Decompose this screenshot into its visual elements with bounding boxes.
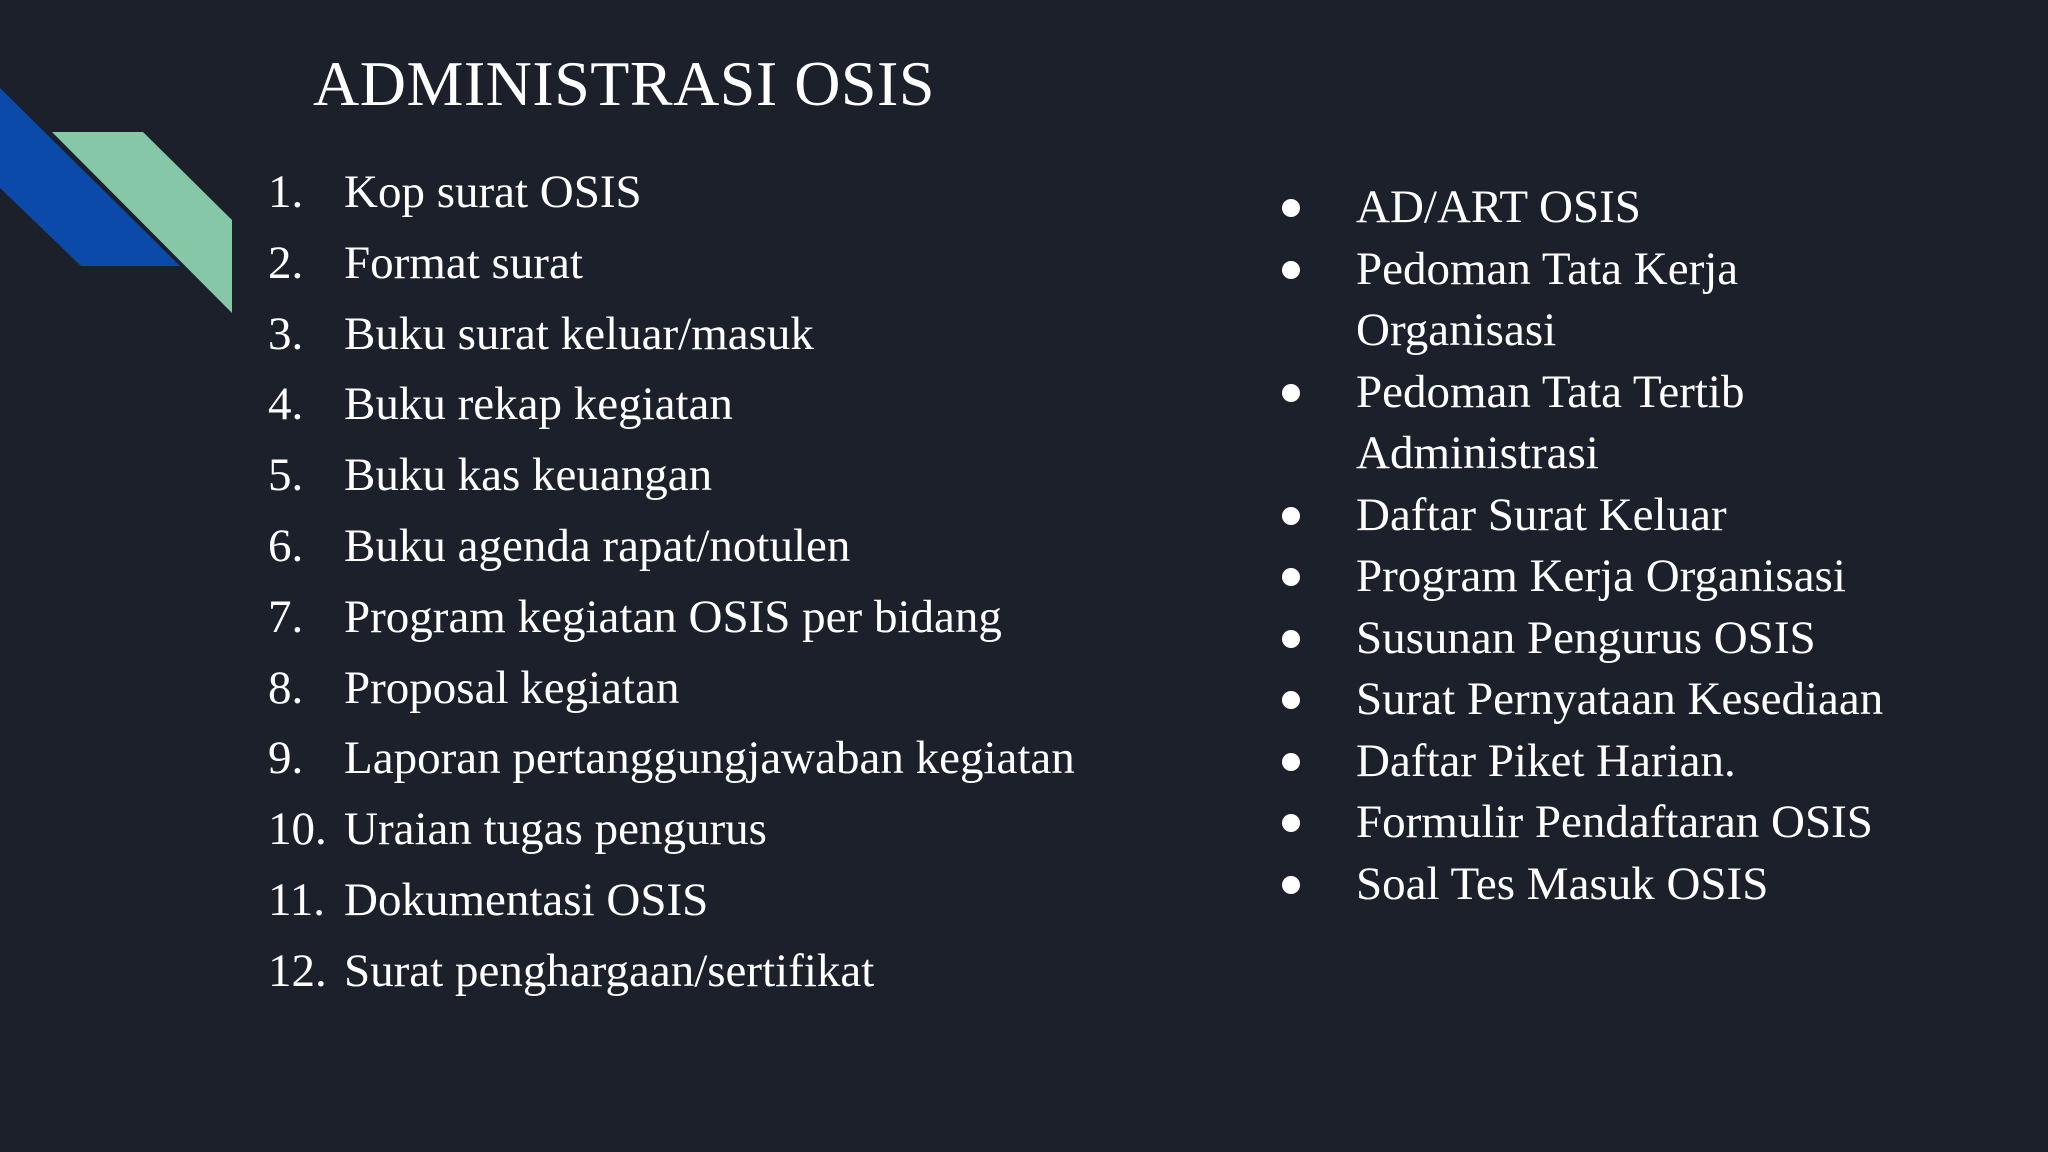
bullet-item — [1278, 854, 1918, 916]
bullet-text: Daftar Piket Harian. — [1356, 734, 1736, 787]
bullet-text: Susunan Pengurus OSIS — [1356, 611, 1816, 664]
list-item — [268, 157, 1075, 228]
item-text: Laporan pertanggungjawaban kegiatan — [344, 732, 1075, 785]
item-number: 5. — [268, 449, 304, 502]
bullet-item — [1278, 792, 1918, 854]
bullet-icon — [1282, 568, 1300, 586]
bullet-text: Surat Pernyataan Kesediaan — [1356, 673, 1884, 725]
item-number: 3. — [268, 307, 304, 360]
item-number: 12. — [268, 944, 327, 997]
list-item — [268, 440, 1075, 511]
item-text: Kop surat OSIS — [344, 166, 642, 218]
bullet-icon — [1282, 814, 1300, 832]
list-item — [268, 511, 1075, 582]
bullet-icon — [1282, 199, 1300, 217]
bullet-item — [1278, 485, 1918, 547]
bullet-icon — [1282, 630, 1300, 648]
list-item — [268, 723, 1075, 794]
item-number: 4. — [268, 378, 304, 431]
item-number: 10. — [268, 803, 327, 856]
bullet-list — [1278, 177, 1918, 915]
bullet-text: Pedoman Tata Tertib Administrasi — [1356, 365, 1745, 479]
bullet-icon — [1282, 876, 1300, 894]
decorative-stripes — [0, 0, 240, 320]
bullet-item — [1278, 669, 1918, 731]
list-item — [268, 794, 1075, 865]
item-text: Uraian tugas pengurus — [344, 803, 767, 856]
bullet-item — [1278, 731, 1918, 793]
bullet-icon — [1282, 691, 1300, 709]
slide-title: ADMINISTRASI OSIS — [313, 48, 935, 119]
bullet-icon — [1282, 507, 1300, 525]
list-item — [268, 582, 1075, 653]
list-item — [268, 865, 1075, 936]
bullet-text: Pedoman Tata Kerja Organisasi — [1356, 242, 1739, 356]
bullet-item — [1278, 608, 1918, 670]
item-number: 8. — [268, 661, 304, 714]
list-item — [268, 369, 1075, 440]
item-number: 1. — [268, 166, 304, 218]
list-item — [268, 228, 1075, 299]
item-text: Buku agenda rapat/notulen — [344, 519, 851, 572]
list-item — [268, 936, 1075, 1007]
item-text: Proposal kegiatan — [344, 661, 680, 714]
bullet-text: Program Kerja Organisasi — [1356, 550, 1846, 602]
bullet-text: Daftar Surat Keluar — [1356, 488, 1727, 541]
bullet-item — [1278, 362, 1918, 485]
item-text: Buku surat keluar/masuk — [344, 307, 814, 360]
item-number: 9. — [268, 732, 304, 785]
list-item — [268, 653, 1075, 724]
item-text: Dokumentasi OSIS — [344, 873, 709, 926]
list-item — [268, 299, 1075, 370]
item-text: Buku kas keuangan — [344, 449, 713, 502]
bullet-item — [1278, 177, 1918, 239]
bullet-text: AD/ART OSIS — [1356, 181, 1641, 233]
item-text: Buku rekap kegiatan — [344, 378, 733, 431]
item-number: 6. — [268, 519, 304, 572]
item-text: Program kegiatan OSIS per bidang — [344, 590, 1002, 643]
item-number: 7. — [268, 590, 304, 643]
numbered-list — [268, 157, 1075, 1007]
bullet-icon — [1282, 384, 1300, 402]
item-text: Format surat — [344, 236, 583, 289]
bullet-icon — [1282, 261, 1300, 279]
bullet-item — [1278, 546, 1918, 608]
bullet-icon — [1282, 753, 1300, 771]
bullet-item — [1278, 239, 1918, 362]
bullet-text: Formulir Pendaftaran OSIS — [1356, 796, 1873, 848]
item-number: 2. — [268, 236, 304, 289]
bullet-text: Soal Tes Masuk OSIS — [1356, 857, 1769, 910]
item-text: Surat penghargaan/sertifikat — [344, 944, 875, 997]
item-number: 11. — [268, 873, 326, 926]
